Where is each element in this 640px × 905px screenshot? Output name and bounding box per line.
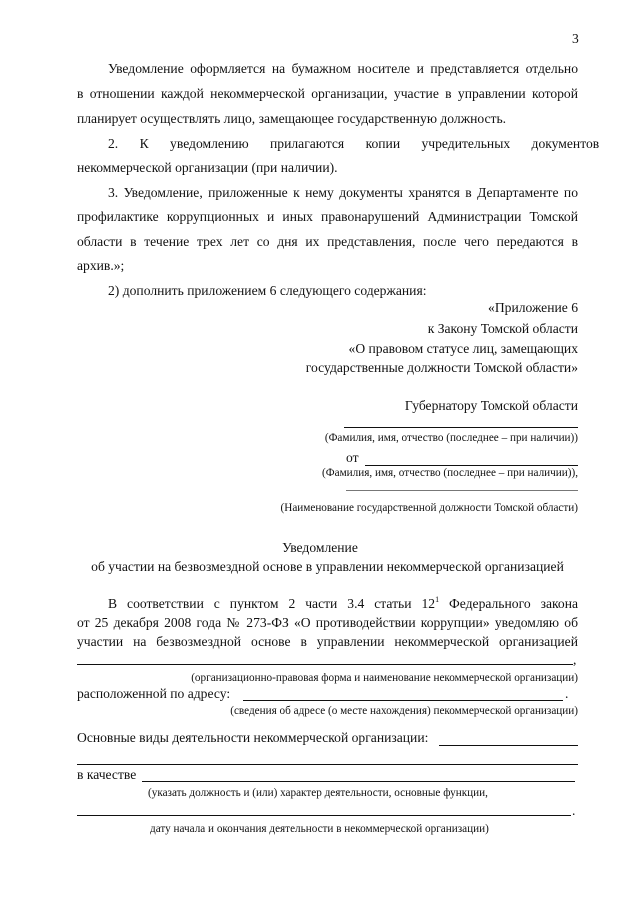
address-caption: (сведения об адресе (о месте нахождения) пекоммерческой организации) xyxy=(230,705,578,717)
org-name-caption: (организационно-правовая форма и наименование некоммерческой организации) xyxy=(191,672,578,684)
body-line-3: участии на безвозмездной основе в управлении некоммерческой организацией xyxy=(77,634,578,649)
address-line xyxy=(243,700,563,701)
as-label: в качестве xyxy=(77,767,137,782)
from-line xyxy=(365,465,578,466)
paragraph-line: 3. Уведомление, приложенные к нему документы хранятся в Департаменте по xyxy=(108,185,578,200)
role-period: . xyxy=(572,803,576,818)
from-label: от xyxy=(346,450,359,465)
activities-line xyxy=(439,745,578,746)
fio-line xyxy=(344,427,578,428)
position-caption: (Наименование государственной должности Томской области) xyxy=(280,502,578,514)
appendix-line: к Закону Томской области xyxy=(427,321,578,336)
paragraph-line: Уведомление оформляется на бумажном носителе и представляется отдельно xyxy=(108,61,578,76)
activities-label: Основные виды деятельности некоммерческой организации: xyxy=(77,730,429,745)
address-label: расположенной по адресу: xyxy=(77,686,231,701)
addressee: Губернатору Томской области xyxy=(404,398,578,413)
org-name-comma: , xyxy=(573,652,577,667)
paragraph-line: 2. К уведомлению прилагаются копии учредительных документов xyxy=(108,136,600,151)
role-caption: (указать должность и (или) характер деятельности, основные функции, xyxy=(148,787,488,799)
notice-title: Уведомление xyxy=(282,540,358,555)
paragraph-line: в отношении каждой некоммерческой организации, участие в управлении которой xyxy=(77,86,578,101)
body-line-2: от 25 декабря 2008 года № 273-ФЗ «О противодействии коррупции» уведомляю об xyxy=(77,615,578,630)
body-line-1-text-end: Федерального закона xyxy=(439,596,578,611)
paragraph-line: профилактике коррупционных и иных правонарушений Администрации Томской xyxy=(77,209,578,224)
body-line-1-text: В соответствии с пунктом 2 части 3.4 статьи 12 xyxy=(108,596,436,611)
paragraph-line: архив.»; xyxy=(77,258,125,273)
appendix-line: государственные должности Томской области» xyxy=(305,360,578,375)
paragraph-line: некоммерческой организации (при наличии). xyxy=(77,160,338,175)
paragraph-line: области в течение трех лет со дня их представления, после чего передаются в xyxy=(77,234,578,249)
article-superscript: 1 xyxy=(435,595,440,604)
fio-caption-2: (Фамилия, имя, отчество (последнее – при наличии)), xyxy=(322,467,578,479)
dates-caption: дату начала и окончания деятельности в некоммерческой организации) xyxy=(150,823,489,835)
appendix-line: «Приложение 6 xyxy=(488,300,578,315)
address-period: . xyxy=(565,686,569,701)
paragraph-line: планирует осуществлять лицо, замещающее государственную должность. xyxy=(77,111,507,126)
fio-caption: (Фамилия, имя, отчество (последнее – при наличии)) xyxy=(324,432,578,444)
org-name-line xyxy=(77,664,573,665)
appendix-line: «О правовом статусе лиц, замещающих xyxy=(348,341,578,356)
body-line-1 xyxy=(108,596,578,612)
paragraph-line: 2) дополнить приложением 6 следующего содержания: xyxy=(108,283,427,298)
role-line xyxy=(142,781,575,782)
activities-line-2 xyxy=(77,764,578,765)
role-line-2 xyxy=(77,815,571,816)
notice-subtitle: об участии на безвозмездной основе в управлении некоммерческой организацией xyxy=(91,559,564,574)
position-line xyxy=(346,490,578,491)
page-number: 3 xyxy=(572,31,579,46)
